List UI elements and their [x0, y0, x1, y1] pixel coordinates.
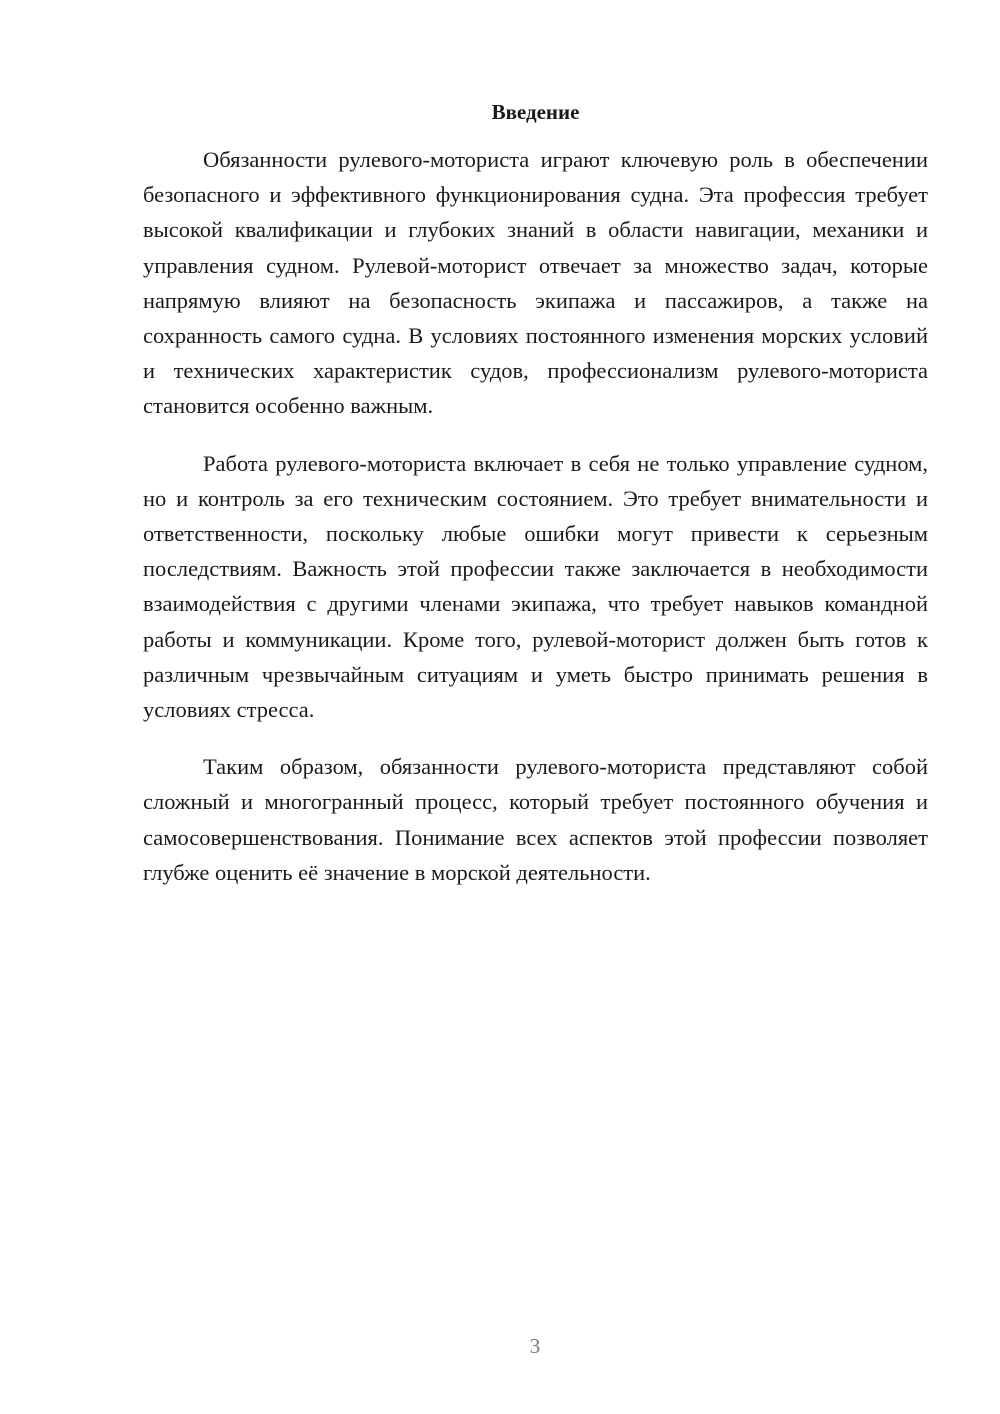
section-heading: Введение [491, 100, 580, 124]
paragraph-2: Работа рулевого-моториста включает в себя не только управление судном, но и контроль за его техническим состоянием. Это требует внимательности и ответственности, поскольку любые ошибки могут привести к серьезным последствиям. Важность этой профессии также заключается в необходимости взаимодействия с другими членами экипажа, что требует навыков командной работы и коммуникации. Кроме того, рулевой-моторист должен быть готов к различным чрезвычайным ситуациям и уметь быстро принимать решения в условиях стресса. [143, 450, 928, 723]
paragraph-3: Таким образом, обязанности рулевого-моториста представляют собой сложный и многогранный процесс, который требует постоянного обучения и самосовершенствования. Понимание всех аспектов этой профессии позволяет глубже оценить её значение в морской деятельности. [143, 754, 928, 885]
body-text [143, 142, 928, 912]
paragraph-1: Обязанности рулевого-моториста играют ключевую роль в обеспечении безопасного и эффективного функционирования судна. Эта профессия требует высокой квалификации и глубоких знаний в области навигации, механики и управления судном. Рулевой-моторист отвечает за множество задач, которые напрямую влияют на безопасность экипажа и пассажиров, а также на сохранность самого судна. В условиях постоянного изменения морских условий и технических характеристик судов, профессионализм рулевого-моториста становится особенно важным. [143, 147, 928, 419]
page-number: 3 [529, 1334, 541, 1358]
